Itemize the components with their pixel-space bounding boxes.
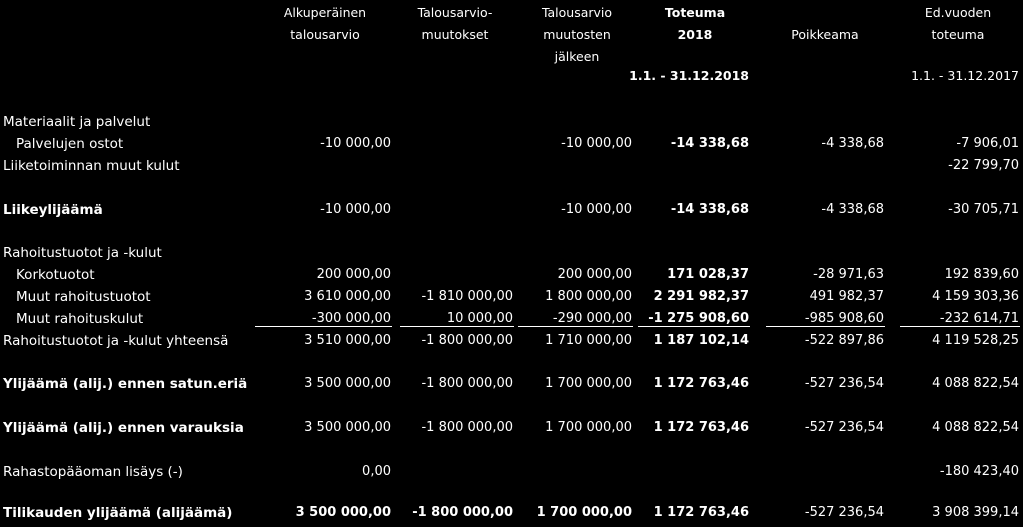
cell-actual: -14 338,68	[670, 202, 749, 217]
table-row	[0, 376, 1023, 398]
cell-original-budget: -10 000,00	[320, 136, 391, 151]
row-label: Muut rahoituskulut	[16, 311, 144, 327]
cell-actual: 1 172 763,46	[653, 376, 749, 391]
cell-previous-year: -30 705,71	[948, 202, 1019, 217]
cell-budget-after: 1 800 000,00	[545, 289, 632, 304]
cell-budget-after: -10 000,00	[561, 136, 632, 151]
header-line: 2018	[677, 27, 713, 42]
cell-deviation: -527 236,54	[804, 420, 884, 435]
row-label: Muut rahoitustuotot	[16, 289, 151, 305]
subtotal-underline	[638, 326, 750, 327]
cell-original-budget: -10 000,00	[320, 202, 391, 217]
cell-original-budget: 200 000,00	[316, 267, 391, 282]
table-row	[0, 158, 1023, 180]
header-deviation	[770, 24, 880, 46]
cell-budget-after: 1 710 000,00	[545, 333, 632, 348]
table-row	[0, 505, 1023, 527]
header-actual-2018	[640, 2, 750, 46]
row-label: Rahastopääoman lisäys (-)	[3, 464, 183, 480]
header-previous-year-actual	[903, 2, 1013, 46]
header-line: Poikkeama	[791, 27, 859, 42]
row-label: Liiketoiminnan muut kulut	[3, 158, 180, 174]
header-line: Alkuperäinen	[283, 5, 367, 20]
cell-budget-after: 1 700 000,00	[545, 420, 632, 435]
table-row	[0, 267, 1023, 289]
cell-previous-year: -180 423,40	[939, 464, 1019, 479]
subtotal-underline	[518, 326, 633, 327]
cell-budget-after: 1 700 000,00	[536, 505, 632, 520]
header-line: jälkeen	[554, 49, 600, 64]
cell-budget-changes: -1 810 000,00	[421, 289, 513, 304]
header-line: muutosten	[543, 27, 611, 42]
row-label: Korkotuotot	[16, 267, 95, 283]
cell-previous-year: -22 799,70	[948, 158, 1019, 173]
period-current: 1.1. - 31.12.2018	[629, 68, 749, 83]
row-label: Rahoitustuotot ja -kulut yhteensä	[3, 333, 229, 349]
row-label: Rahoitustuotot ja -kulut	[3, 245, 162, 261]
cell-original-budget: 3 510 000,00	[304, 333, 391, 348]
table-row	[0, 136, 1023, 158]
row-label: Materiaalit ja palvelut	[3, 114, 151, 130]
subtotal-underline	[900, 326, 1020, 327]
cell-budget-after: 200 000,00	[557, 267, 632, 282]
cell-previous-year: -232 614,71	[939, 311, 1019, 326]
cell-original-budget: 3 500 000,00	[304, 420, 391, 435]
header-original-budget	[270, 2, 380, 46]
table-row	[0, 311, 1023, 333]
row-label: Tilikauden ylijäämä (alijäämä)	[3, 505, 233, 521]
cell-previous-year: 4 119 528,25	[932, 333, 1019, 348]
cell-budget-changes: -1 800 000,00	[421, 420, 513, 435]
cell-budget-changes: -1 800 000,00	[421, 376, 513, 391]
cell-original-budget: 3 500 000,00	[304, 376, 391, 391]
cell-budget-changes: -1 800 000,00	[421, 333, 513, 348]
period-previous: 1.1. - 31.12.2017	[911, 68, 1019, 83]
cell-previous-year: 3 908 399,14	[932, 505, 1019, 520]
cell-actual: 1 172 763,46	[653, 505, 749, 520]
cell-previous-year: 4 088 822,54	[932, 420, 1019, 435]
subtotal-underline	[255, 326, 392, 327]
cell-deviation: -985 908,60	[804, 311, 884, 326]
cell-actual: -1 275 908,60	[648, 311, 749, 326]
subtotal-underline	[766, 326, 885, 327]
header-budget-changes	[400, 2, 510, 46]
cell-actual: -14 338,68	[670, 136, 749, 151]
cell-budget-after: -10 000,00	[561, 202, 632, 217]
cell-deviation: -527 236,54	[804, 505, 884, 520]
cell-original-budget: -300 000,00	[311, 311, 391, 326]
table-row	[0, 420, 1023, 442]
subtotal-underline	[400, 326, 514, 327]
cell-budget-changes: -1 800 000,00	[412, 505, 513, 520]
table-row	[0, 245, 1023, 267]
cell-deviation: 491 982,37	[809, 289, 884, 304]
row-label: Ylijäämä (alij.) ennen varauksia	[3, 420, 244, 436]
cell-budget-after: -290 000,00	[552, 311, 632, 326]
table-row	[0, 202, 1023, 224]
row-label: Liikeylijäämä	[3, 202, 103, 218]
cell-deviation: -4 338,68	[821, 202, 884, 217]
header-budget-after-changes	[522, 2, 632, 68]
cell-previous-year: -7 906,01	[956, 136, 1019, 151]
cell-deviation: -522 897,86	[804, 333, 884, 348]
row-label: Ylijäämä (alij.) ennen satun.eriä	[3, 376, 248, 392]
table-row	[0, 464, 1023, 486]
header-line: Ed.vuoden	[924, 5, 992, 20]
cell-previous-year: 4 088 822,54	[932, 376, 1019, 391]
cell-actual: 1 187 102,14	[653, 333, 749, 348]
table-row	[0, 333, 1023, 355]
header-line: muutokset	[421, 27, 489, 42]
header-line: Talousarvio-	[417, 5, 493, 20]
cell-original-budget: 3 500 000,00	[295, 505, 391, 520]
cell-deviation: -527 236,54	[804, 376, 884, 391]
cell-actual: 2 291 982,37	[653, 289, 749, 304]
cell-actual: 1 172 763,46	[653, 420, 749, 435]
cell-previous-year: 4 159 303,36	[932, 289, 1019, 304]
header-line: toteuma	[931, 27, 985, 42]
header-line: Talousarvio	[541, 5, 613, 20]
table-row	[0, 289, 1023, 311]
row-label: Palvelujen ostot	[16, 136, 124, 152]
cell-actual: 171 028,37	[667, 267, 749, 282]
table-row	[0, 114, 1023, 136]
cell-budget-after: 1 700 000,00	[545, 376, 632, 391]
cell-budget-changes: 10 000,00	[446, 311, 513, 326]
cell-deviation: -28 971,63	[813, 267, 884, 282]
header-line: Toteuma	[664, 5, 726, 20]
cell-original-budget: 3 610 000,00	[304, 289, 391, 304]
cell-deviation: -4 338,68	[821, 136, 884, 151]
cell-previous-year: 192 839,60	[944, 267, 1019, 282]
header-line: talousarvio	[290, 27, 360, 42]
cell-original-budget: 0,00	[362, 464, 391, 479]
